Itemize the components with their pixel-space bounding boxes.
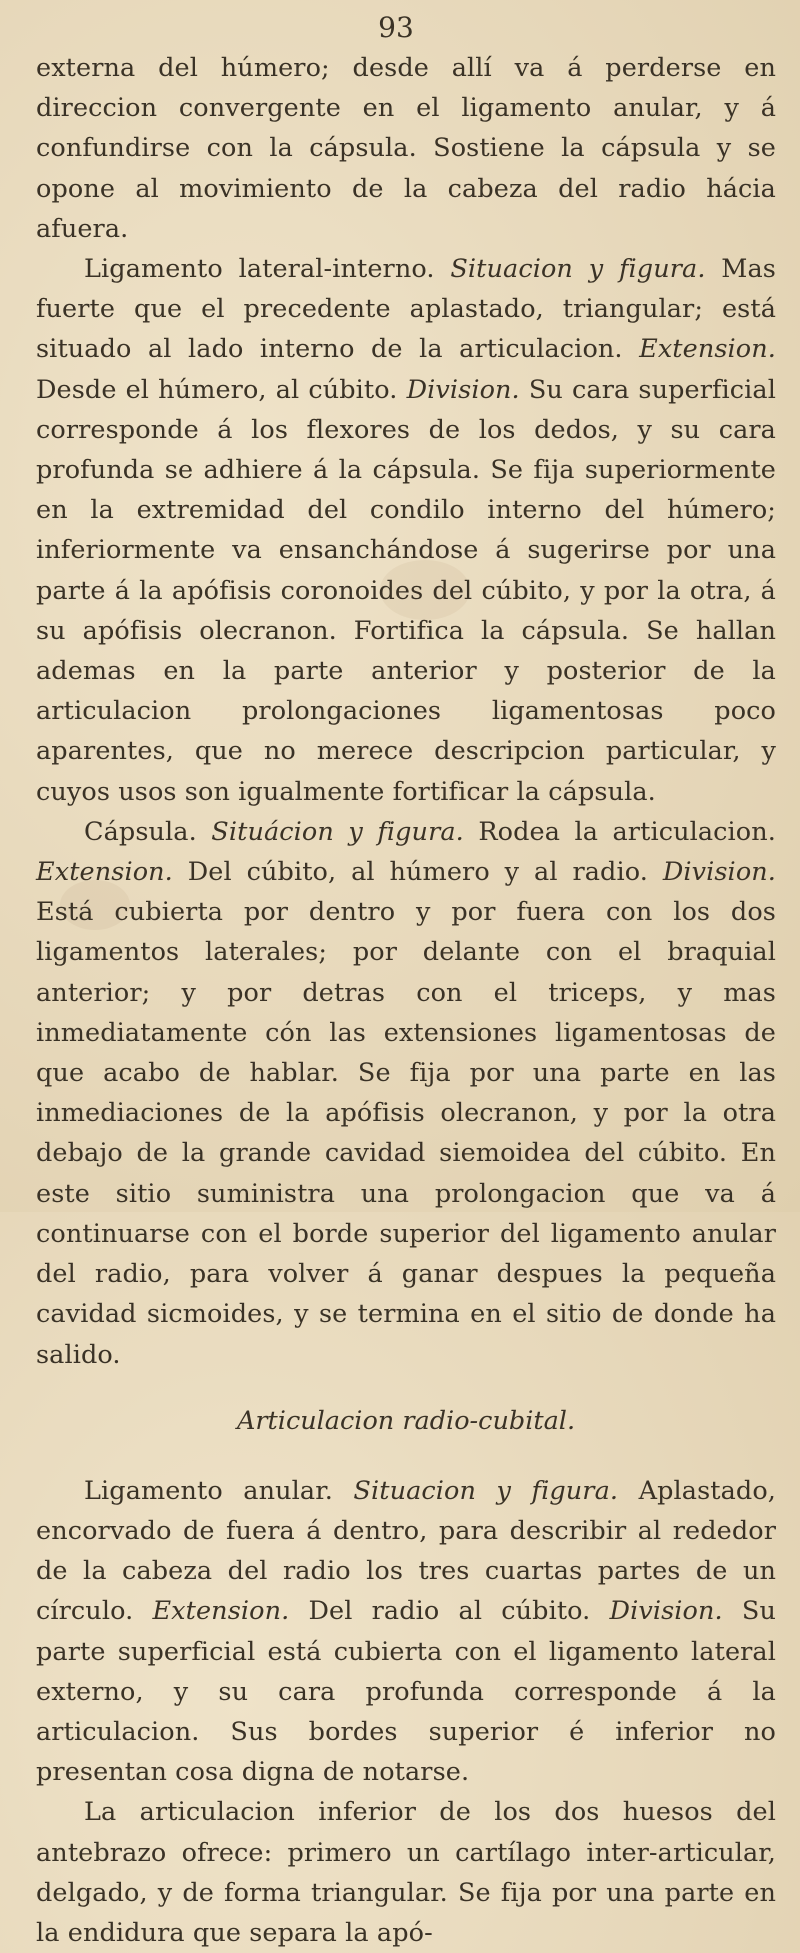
paragraph-articulacion-inferior — [36, 1792, 776, 1953]
section-heading — [36, 1401, 776, 1441]
italic-run: Division. — [662, 857, 776, 888]
italic-run: Extension. — [152, 1596, 290, 1627]
page-number: 93 — [378, 11, 414, 44]
text-run: La articulacion inferior de los dos huesos del antebrazo ofrece: primero un cartílago inter-articular, delgado, y de forma triangular. Se fija por una parte en la endidura que separa la apó- — [36, 1797, 776, 1948]
text-run: Ligamento anular. — [84, 1475, 354, 1506]
text-run: Aplastado, encorvado de fuera á dentro, para describir al rededor de la cabeza del radio los tres cuartas partes de un círculo. — [36, 1475, 776, 1627]
text-run: Cápsula. — [84, 816, 212, 847]
text-run: Ligamento lateral-interno. — [84, 254, 451, 285]
text-run: Rodea la articulacion. — [463, 816, 776, 847]
text-run: Del radio al cúbito. — [289, 1596, 610, 1627]
italic-run: Situacion y figura. — [353, 1475, 619, 1506]
italic-run: Articulacion radio-cubital. — [236, 1405, 576, 1436]
text-run: Su parte superficial está cubierta con el ligamento lateral externo, y su cara profunda corresponde á la articulacion. Sus bordes superior é inferior no presentan cosa digna de notarse. — [36, 1596, 776, 1788]
text-run: Del cúbito, al húmero y al radio. — [172, 857, 663, 888]
text-run: Su cara superficial corresponde á los flexores de los dedos, y su cara profunda se adhiere á la cápsula. Se fija superiormente en la extremidad del condilo interno del húmero; inferiormente va ensanchándose á sugerirse por una parte á la apófisis coronoides del cúbito, y por la otra, á su apófisis olecranon. Fortifica la cápsula. Se hallan ademas en la parte anterior y posterior de la articulacion prolongaciones ligamentosas poco aparentes, que no merece descripcion particular, y cuyos usos son igualmente fortificar la cápsula. — [36, 374, 776, 807]
paragraph-ligamento-lateral-interno — [36, 249, 776, 812]
paragraph-ligamento-anular — [36, 1471, 776, 1793]
paragraph-capsula — [36, 812, 776, 1375]
italic-run: Situácion y figura. — [211, 816, 464, 847]
book-page — [36, 11, 776, 1953]
text-run: Está cubierta por dentro y por fuera con los dos ligamentos laterales; por delante con el braquial anterior; y por detras con el triceps, y mas inmediatamente cón las extensiones ligamentosas de que acabo de hablar. Se fija por una parte en las inmediaciones de la apófisis olecranon, y por la otra debajo de la grande cavidad siemoidea del cúbito. En este sitio suministra una prolongacion que va á continuarse con el borde superior del ligamento anular del radio, para volver á ganar despues la pequeña cavidad sicmoides, y se termina en el sitio de donde ha salido. — [36, 897, 776, 1370]
italic-run: Extension. — [36, 857, 173, 888]
italic-run: Extension. — [639, 334, 776, 365]
italic-run: Situacion y figura. — [450, 254, 706, 285]
paragraph-1 — [36, 48, 776, 249]
text-run: Mas fuerte que el precedente aplastado, triangular; está situado al lado interno de la articulacion. — [36, 254, 776, 365]
italic-run: Division. — [406, 374, 520, 405]
text-run: Desde el húmero, al cúbito. — [36, 374, 407, 405]
italic-run: Division. — [609, 1596, 723, 1627]
text-run: externa del húmero; desde allí va á perderse en direccion convergente en el ligamento anular, y á confundirse con la cápsula. Sostiene la cápsula y se opone al movimiento de la cabeza del radio hácia afuera. — [36, 53, 776, 244]
